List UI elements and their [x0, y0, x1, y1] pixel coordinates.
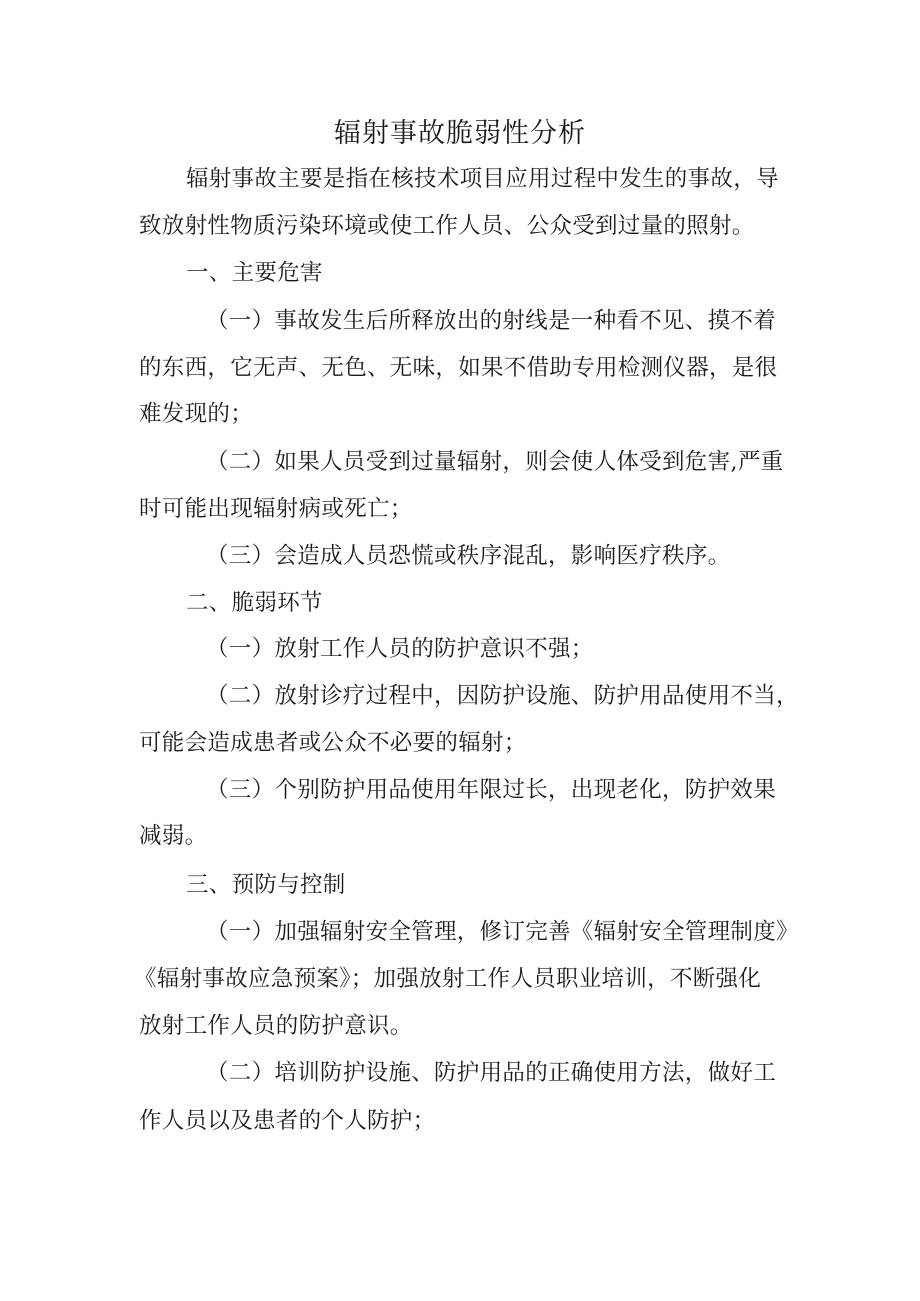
weak-link-1-line-1: （一）放射工作人员的防护意识不强；	[206, 636, 594, 662]
document-title: 辐射事故脆弱性分析	[334, 118, 586, 149]
prevention-1-line-3: 放射工作人员的防护意识。	[139, 1013, 413, 1039]
intro-line-2: 致放射性物质污染环境或使工作人员、公众受到过量的照射。	[139, 213, 755, 239]
section-heading-prevention: 三、预防与控制	[186, 872, 346, 898]
weak-link-2-line-2: 可能会造成患者或公众不必要的辐射；	[139, 730, 527, 756]
hazard-2-line-2: 时可能出现辐射病或死亡；	[139, 496, 413, 522]
hazard-3-line-1: （三）会造成人员恐慌或秩序混乱，影响医疗秩序。	[206, 543, 731, 569]
prevention-2-line-2: 作人员以及患者的个人防护；	[139, 1108, 436, 1134]
weak-link-3-line-2: 减弱。	[139, 823, 208, 849]
weak-link-3-line-1: （三）个别防护用品使用年限过长，出现老化，防护效果	[206, 777, 777, 803]
section-heading-weak-links: 二、脆弱环节	[186, 590, 323, 616]
hazard-1-line-3: 难发现的；	[139, 401, 254, 427]
intro-line-1: 辐射事故主要是指在核技术项目应用过程中发生的事故，导	[186, 166, 779, 192]
prevention-2-line-1: （二）培训防护设施、防护用品的正确使用方法，做好工	[206, 1060, 777, 1086]
prevention-1-line-1: （一）加强辐射安全管理，修订完善《辐射安全管理制度》	[206, 919, 799, 945]
hazard-1-line-2: 的东西，它无声、无色、无味，如果不借助专用检测仪器，是很	[139, 355, 778, 381]
prevention-1-line-2: 《辐射事故应急预案》；加强放射工作人员职业培训，不断强化	[134, 966, 762, 992]
hazard-2-line-1: （二）如果人员受到过量辐射，则会使人体受到危害,严重	[206, 449, 784, 475]
weak-link-2-line-1: （二）放射诊疗过程中，因防护设施、防护用品使用不当，	[206, 683, 799, 709]
hazard-1-line-1: （一）事故发生后所释放出的射线是一种看不见、摸不着	[206, 308, 777, 334]
section-heading-hazards: 一、主要危害	[186, 260, 323, 286]
